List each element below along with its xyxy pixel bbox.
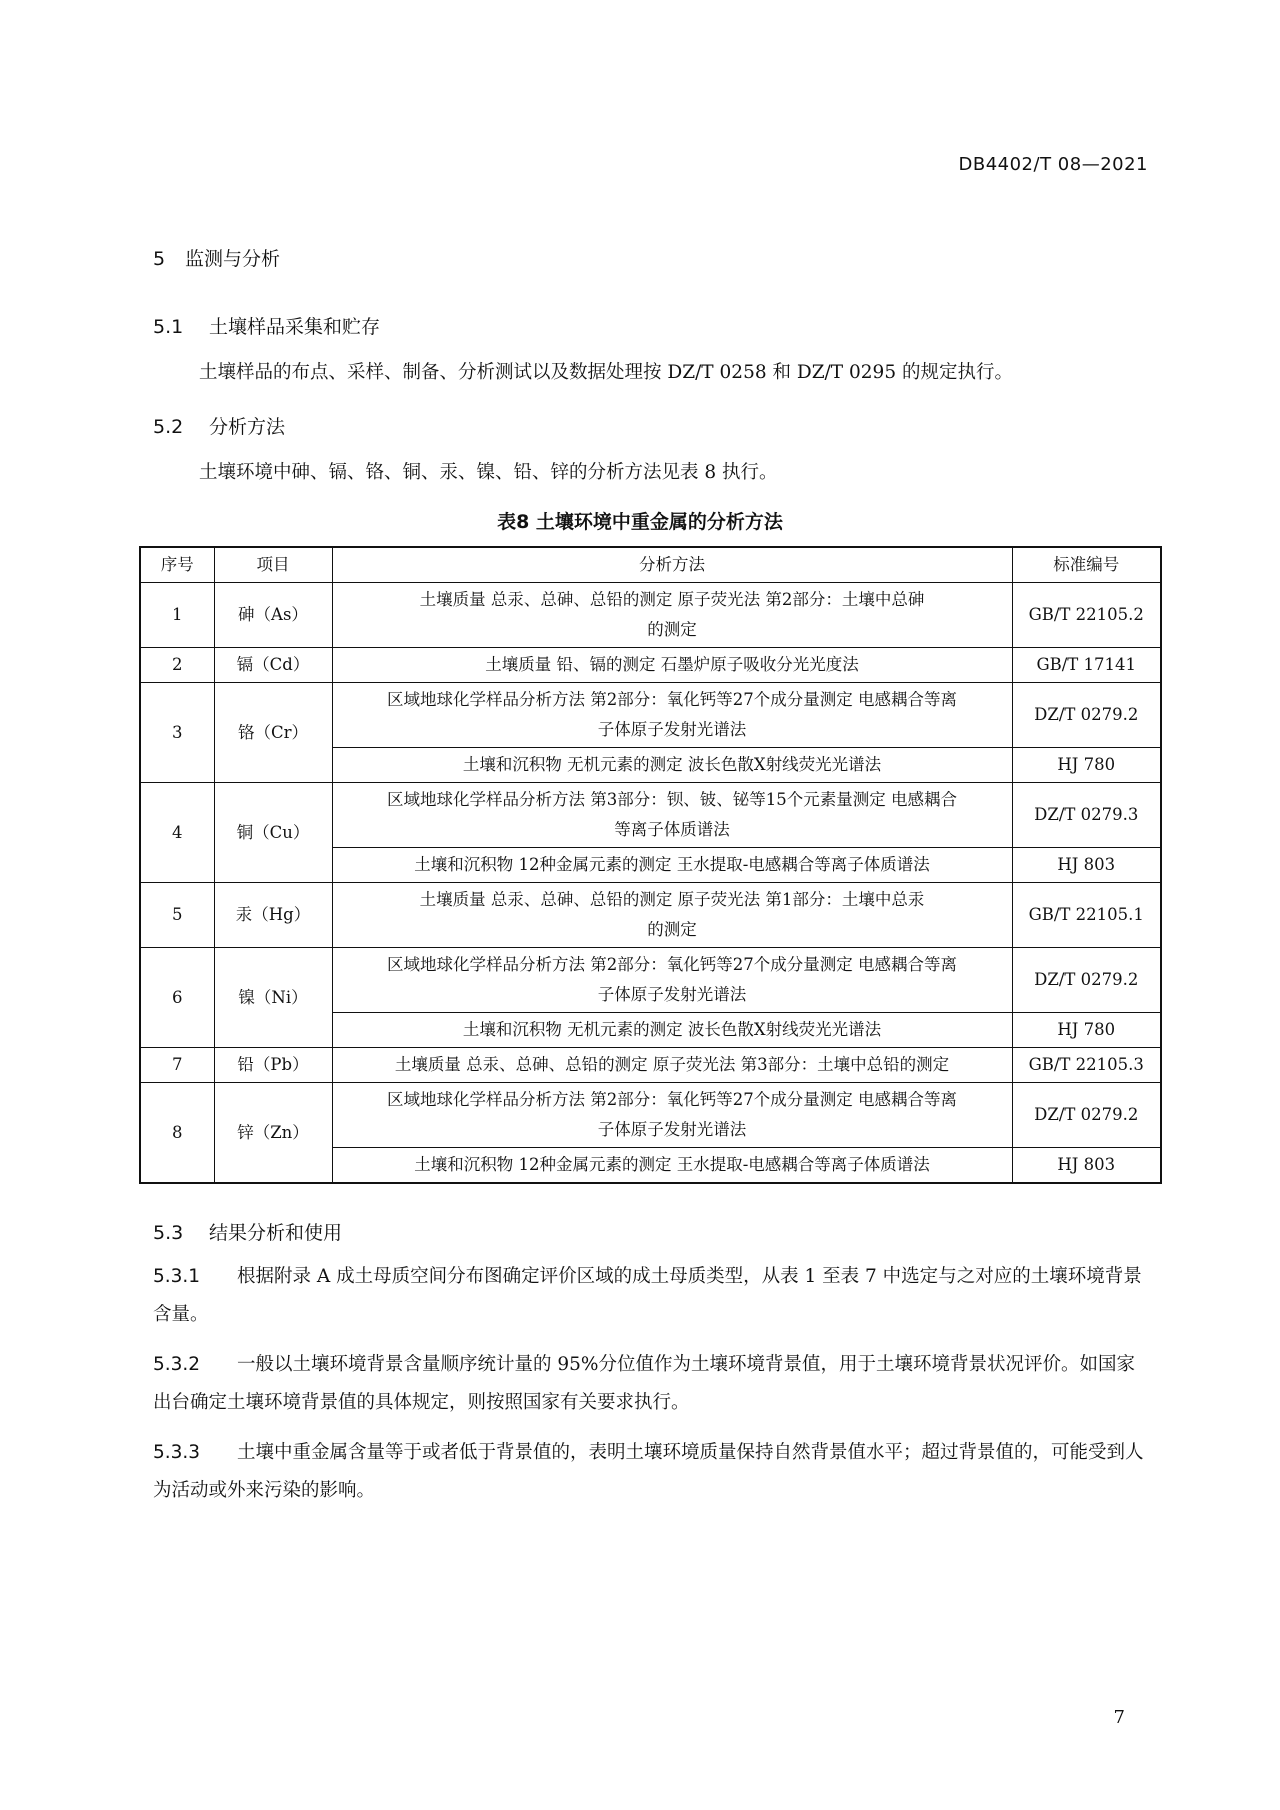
cell-method [332, 783, 1012, 848]
cell-item: 锌（Zn） [214, 1083, 332, 1184]
cell-method [332, 848, 1012, 883]
cell-standard: DZ/T 0279.3 [1012, 783, 1161, 848]
cell-method [332, 948, 1012, 1013]
cell-method [332, 1083, 1012, 1148]
method-line: 子体原子发射光谱法 [597, 720, 747, 739]
table-row [140, 948, 1161, 1013]
cell-item: 镍（Ni） [214, 948, 332, 1048]
table-row [140, 1048, 1161, 1083]
section-title: 监测与分析 [185, 248, 281, 270]
method-line: 土壤和沉积物 无机元素的测定 波长色散X射线荧光光谱法 [462, 1020, 882, 1039]
section-title: 分析方法 [209, 416, 286, 438]
clause-text: 根据附录 A 成土母质空间分布图确定评价区域的成土母质类型，从表 1 至表 7 中选定与之对应的土壤环境背景含量。 [153, 1266, 1142, 1325]
method-line: 土壤和沉积物 12种金属元素的测定 王水提取-电感耦合等离子体质谱法 [414, 1155, 930, 1174]
cell-standard: DZ/T 0279.2 [1012, 948, 1161, 1013]
cell-seq: 4 [140, 783, 214, 883]
section-title: 结果分析和使用 [209, 1222, 343, 1244]
section-5-heading [153, 244, 280, 271]
cell-standard: GB/T 22105.2 [1012, 583, 1161, 648]
section-5-1-text: 土壤样品的布点、采样、制备、分析测试以及数据处理按 DZ/T 0258 和 DZ/T 0295 的规定执行。 [199, 362, 1013, 383]
analysis-methods-table [139, 546, 1162, 1184]
cell-method [332, 748, 1012, 783]
cell-method [332, 1148, 1012, 1184]
cell-seq: 2 [140, 648, 214, 683]
section-number: 5.2 [153, 416, 184, 438]
clause-number: 5.3.2 [153, 1354, 201, 1375]
method-line: 区域地球化学样品分析方法 第2部分：氧化钙等27个成分量测定 电感耦合等离 [387, 690, 957, 709]
cell-standard: DZ/T 0279.2 [1012, 683, 1161, 748]
method-line: 区域地球化学样品分析方法 第2部分：氧化钙等27个成分量测定 电感耦合等离 [387, 955, 957, 974]
section-number: 5.1 [153, 316, 184, 338]
method-line: 土壤和沉积物 12种金属元素的测定 王水提取-电感耦合等离子体质谱法 [414, 855, 930, 874]
cell-method [332, 683, 1012, 748]
cell-method [332, 648, 1012, 683]
section-number: 5.3 [153, 1222, 184, 1244]
clause-5-3-1 [153, 1258, 1149, 1334]
cell-seq: 1 [140, 583, 214, 648]
cell-standard: HJ 803 [1012, 848, 1161, 883]
method-line: 区域地球化学样品分析方法 第2部分：氧化钙等27个成分量测定 电感耦合等离 [387, 1090, 957, 1109]
cell-item: 铅（Pb） [214, 1048, 332, 1083]
cell-method [332, 1013, 1012, 1048]
method-line: 子体原子发射光谱法 [597, 1120, 747, 1139]
clause-number: 5.3.1 [153, 1266, 201, 1287]
cell-seq: 3 [140, 683, 214, 783]
cell-standard: HJ 780 [1012, 1013, 1161, 1048]
method-line: 土壤质量 铅、镉的测定 石墨炉原子吸收分光光度法 [485, 655, 859, 674]
cell-standard: DZ/T 0279.2 [1012, 1083, 1161, 1148]
header-method: 分析方法 [332, 547, 1012, 583]
header-standard: 标准编号 [1012, 547, 1161, 583]
table-row [140, 783, 1161, 848]
method-line: 土壤质量 总汞、总砷、总铅的测定 原子荧光法 第1部分：土壤中总汞 [419, 890, 925, 909]
cell-item: 铬（Cr） [214, 683, 332, 783]
table-row [140, 683, 1161, 748]
cell-seq: 8 [140, 1083, 214, 1184]
table-caption: 表8 土壤环境中重金属的分析方法 [497, 511, 783, 533]
section-title: 土壤样品采集和贮存 [209, 316, 381, 338]
clause-number: 5.3.3 [153, 1442, 201, 1463]
table-row [140, 648, 1161, 683]
table-row [140, 883, 1161, 948]
clause-text: 一般以土壤环境背景含量顺序统计量的 95%分位值作为土壤环境背景值，用于土壤环境背景状况评价。如国家出台确定土壤环境背景值的具体规定，则按照国家有关要求执行。 [153, 1354, 1136, 1413]
cell-standard: GB/T 22105.1 [1012, 883, 1161, 948]
cell-standard: GB/T 22105.3 [1012, 1048, 1161, 1083]
cell-method [332, 883, 1012, 948]
method-line: 土壤质量 总汞、总砷、总铅的测定 原子荧光法 第2部分：土壤中总砷 [419, 590, 925, 609]
table-header-row [140, 547, 1161, 583]
clause-text: 土壤中重金属含量等于或者低于背景值的，表明土壤环境质量保持自然背景值水平；超过背景值的，可能受到人为活动或外来污染的影响。 [153, 1442, 1144, 1501]
method-line: 等离子体质谱法 [614, 820, 730, 839]
cell-seq: 5 [140, 883, 214, 948]
clause-5-3-2 [153, 1346, 1149, 1422]
method-line: 土壤质量 总汞、总砷、总铅的测定 原子荧光法 第3部分：土壤中总铅的测定 [394, 1055, 950, 1074]
section-number: 5 [153, 248, 166, 270]
method-line: 土壤和沉积物 无机元素的测定 波长色散X射线荧光光谱法 [462, 755, 882, 774]
cell-standard: HJ 803 [1012, 1148, 1161, 1184]
cell-item: 汞（Hg） [214, 883, 332, 948]
header-item: 项目 [214, 547, 332, 583]
cell-item: 铜（Cu） [214, 783, 332, 883]
section-5-2-heading [153, 412, 285, 439]
method-line: 子体原子发射光谱法 [597, 985, 747, 1004]
cell-item: 镉（Cd） [214, 648, 332, 683]
method-line: 区域地球化学样品分析方法 第3部分：钡、铍、铋等15个元素量测定 电感耦合 [387, 790, 957, 809]
cell-standard: HJ 780 [1012, 748, 1161, 783]
cell-item: 砷（As） [214, 583, 332, 648]
doc-code-header: DB4402/T 08—2021 [958, 154, 1148, 175]
section-5-3-heading [153, 1218, 342, 1245]
cell-method [332, 583, 1012, 648]
header-seq: 序号 [140, 547, 214, 583]
table-row [140, 1083, 1161, 1148]
cell-seq: 6 [140, 948, 214, 1048]
section-5-1-heading [153, 312, 380, 339]
cell-seq: 7 [140, 1048, 214, 1083]
section-5-2-text: 土壤环境中砷、镉、铬、铜、汞、镍、铅、锌的分析方法见表 8 执行。 [199, 462, 778, 483]
table-row [140, 583, 1161, 648]
method-line: 的测定 [647, 920, 697, 939]
clause-5-3-3 [153, 1434, 1149, 1510]
cell-method [332, 1048, 1012, 1083]
cell-standard: GB/T 17141 [1012, 648, 1161, 683]
page-number: 7 [1113, 1707, 1125, 1728]
method-line: 的测定 [647, 620, 697, 639]
